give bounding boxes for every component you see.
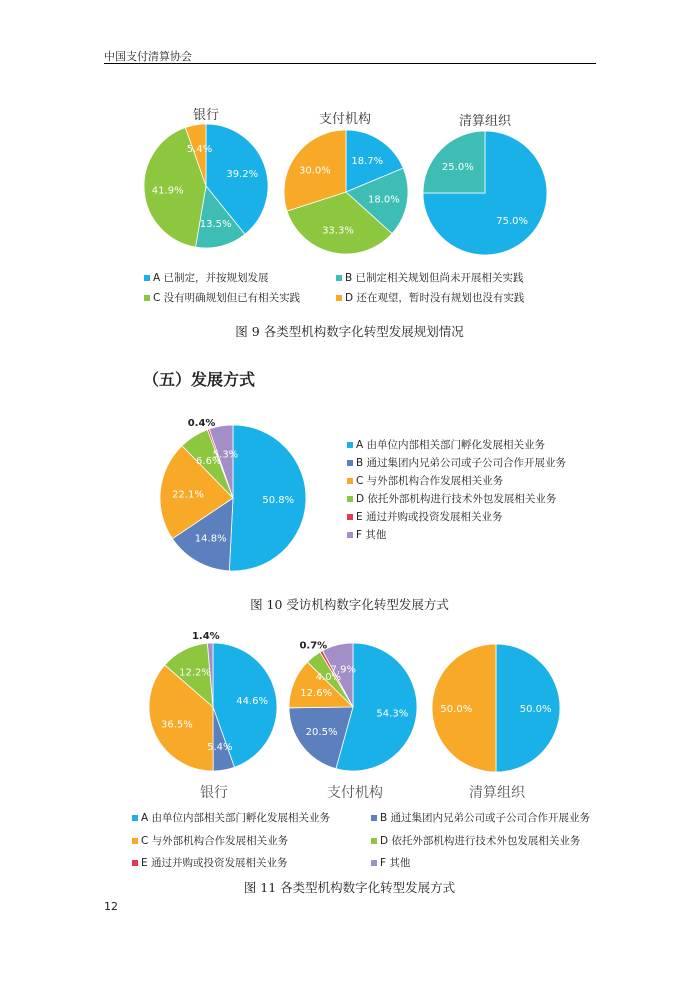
fig10-legend-c [347,473,503,488]
fig11-bank-pie [145,625,285,777]
legend-swatch [347,442,353,448]
fig11-clearing-pie [428,640,566,776]
legend-label: F 其他 [356,529,387,541]
section-heading: （五）发展方式 [143,370,256,389]
fig10-legend-a [347,437,545,452]
legend-label: D 依托外部机构进行技术外包发展相关业务 [356,493,557,505]
legend-swatch [144,275,150,281]
legend-label: D 还在观望，暂时没有规划也没有实践 [345,292,525,304]
fig9-legend-b [336,270,524,285]
pie-slice-label: 33.3% [322,225,354,237]
legend-label: B 通过集团内兄弟公司或子公司合作开展业务 [356,457,567,469]
fig11-legend-c [132,833,288,848]
legend-label: A 由单位内部相关部门孵化发展相关业务 [356,439,546,451]
fig9-payment-pie [282,128,410,256]
pie-slice-label: 30.0% [299,165,331,177]
fig10-legend-f [347,527,386,542]
pie-slice-label: 12.6% [300,688,333,700]
legend-label: F 其他 [380,857,411,869]
pie-slice-label: 5.4% [186,144,213,156]
legend-swatch [144,295,150,301]
fig11-legend-d [371,833,580,848]
fig9-clearing-title: 清算组织 [458,114,511,129]
pie-slice-label: 41.9% [151,185,184,197]
fig9-legend-d [336,290,524,305]
fig11-legend-e [132,855,287,870]
fig9-bank-pie [140,120,272,252]
legend-swatch [347,514,353,520]
pie-slice-label: 7.9% [330,664,356,676]
pie-slice-label: 4.0% [315,671,342,683]
fig11-caption: 图 11 各类型机构数字化转型发展方式 [243,880,456,895]
fig10-legend-b [347,455,566,470]
pie-slice-label: 18.0% [367,194,400,206]
fig10-pie [150,405,320,580]
pie-slice-label: 6.6% [196,455,222,467]
pie-slice-label: 75.0% [496,216,529,228]
fig11-payment-pie [285,625,425,777]
fig9-payment-title: 支付机构 [318,112,371,127]
fig9-bank-title: 银行 [192,108,219,123]
legend-label: A 由单位内部相关部门孵化发展相关业务 [141,812,331,824]
fig11-bank-title: 银行 [200,785,228,801]
legend-label: C 没有明确规划但已有相关实践 [153,292,301,304]
fig9-clearing-pie [420,128,550,258]
legend-swatch [347,460,353,466]
fig9-caption: 图 9 各类型机构数字化转型发展规划情况 [235,324,464,339]
legend-label: B 通过集团内兄弟公司或子公司合作开展业务 [380,812,591,824]
fig11-payment-title: 支付机构 [327,785,383,801]
pie-slice-label: 50.0% [519,704,552,715]
pie-slice-label: 22.1% [172,489,204,501]
legend-swatch [132,838,138,844]
legend-swatch [371,815,377,821]
legend-swatch [347,478,353,484]
legend-swatch [132,815,138,821]
legend-swatch [371,860,377,866]
fig10-legend-d [347,491,556,506]
fig9-legend-c [144,290,300,305]
legend-swatch [347,532,353,538]
legend-label: E 通过并购或投资发展相关业务 [356,511,503,523]
pie-slice-label: 0.4% [187,417,216,429]
fig11-clearing-title: 清算组织 [469,785,525,801]
legend-label: A 已制定，并按规划发展 [153,272,269,284]
pie-slice-label: 1.4% [191,631,220,643]
fig9-legend-a [144,270,269,285]
legend-label: E 通过并购或投资发展相关业务 [141,857,288,869]
legend-label: D 依托外部机构进行技术外包发展相关业务 [380,835,581,847]
pie-slice-label: 39.2% [226,169,259,181]
legend-swatch [132,860,138,866]
fig10-caption: 图 10 受访机构数字化转型发展方式 [250,597,449,612]
pie-slice-label: 54.3% [376,708,409,720]
pie-slice-label: 20.5% [305,727,338,739]
header-title: 中国支付清算协会 [104,50,192,63]
pie-slice-label: 18.7% [351,156,384,168]
pie-slice-label: 0.7% [299,640,328,652]
pie-slice-label: 14.8% [194,533,227,545]
pie-slice-label: 50.8% [262,495,295,507]
fig10-legend-e [347,509,502,524]
pie-slice-label: 13.5% [199,219,232,231]
legend-label: C 与外部机构合作发展相关业务 [356,475,504,487]
pie-slice-label: 25.0% [441,161,474,173]
legend-swatch [336,275,342,281]
pie-slice-label: 5.3% [212,449,239,461]
fig11-legend-f [371,855,410,870]
legend-label: B 已制定相关规划但尚未开展相关实践 [345,272,524,284]
fig11-legend-a [132,810,330,825]
pie-slice-label: 36.5% [161,719,193,731]
legend-swatch [336,295,342,301]
header-divider [104,63,596,64]
pie-slice-label: 44.6% [236,696,268,708]
pie-slice-label: 5.4% [207,742,233,754]
pie-slice-label: 50.0% [440,704,473,715]
fig11-legend-b [371,810,590,825]
legend-swatch [371,838,377,844]
page-number: 12 [104,900,118,913]
pie-slice-label: 12.2% [179,667,211,679]
legend-swatch [347,496,353,502]
legend-label: C 与外部机构合作发展相关业务 [141,835,289,847]
